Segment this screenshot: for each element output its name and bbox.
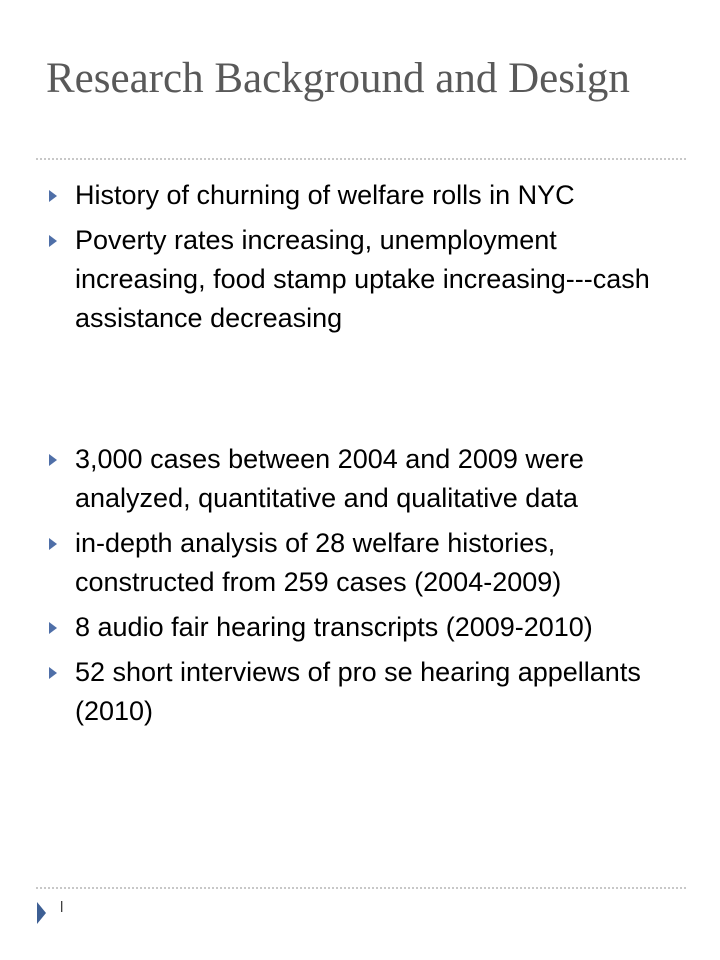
- slide-title: Research Background and Design: [46, 55, 630, 102]
- bullet-text: 8 audio fair hearing transcripts (2009-2010): [75, 612, 593, 642]
- bullet-arrow-icon: [49, 667, 57, 679]
- page-number: l: [60, 899, 64, 916]
- bullet-text: 3,000 cases between 2004 and 2009 were analyzed, quantitative and qualitative data: [75, 444, 584, 513]
- footer-arrow-icon: [37, 902, 46, 924]
- bullet-item: [46, 653, 676, 731]
- title-divider: [36, 158, 686, 160]
- bullet-item: [46, 221, 676, 338]
- bullet-arrow-icon: [49, 538, 57, 550]
- bullet-arrow-icon: [49, 622, 57, 634]
- bullet-arrow-icon: [49, 454, 57, 466]
- bullet-text: in-depth analysis of 28 welfare histories, constructed from 259 cases (2004-2009): [75, 528, 562, 597]
- bullet-text: 52 short interviews of pro se hearing appellants (2010): [75, 657, 641, 726]
- bullet-item: [46, 440, 676, 518]
- bullet-text: Poverty rates increasing, unemployment increasing, food stamp uptake increasing---cash assistance decreasing: [75, 225, 650, 333]
- bullet-arrow-icon: [49, 235, 57, 247]
- bullet-text: History of churning of welfare rolls in NYC: [75, 180, 575, 210]
- bullet-item: [46, 176, 676, 215]
- bullet-item: [46, 608, 676, 647]
- footer-divider: [36, 887, 686, 889]
- bullet-arrow-icon: [49, 190, 57, 202]
- bullet-item: [46, 524, 676, 602]
- bullet-list-methods: [46, 440, 676, 737]
- bullet-list-primary: [46, 176, 676, 344]
